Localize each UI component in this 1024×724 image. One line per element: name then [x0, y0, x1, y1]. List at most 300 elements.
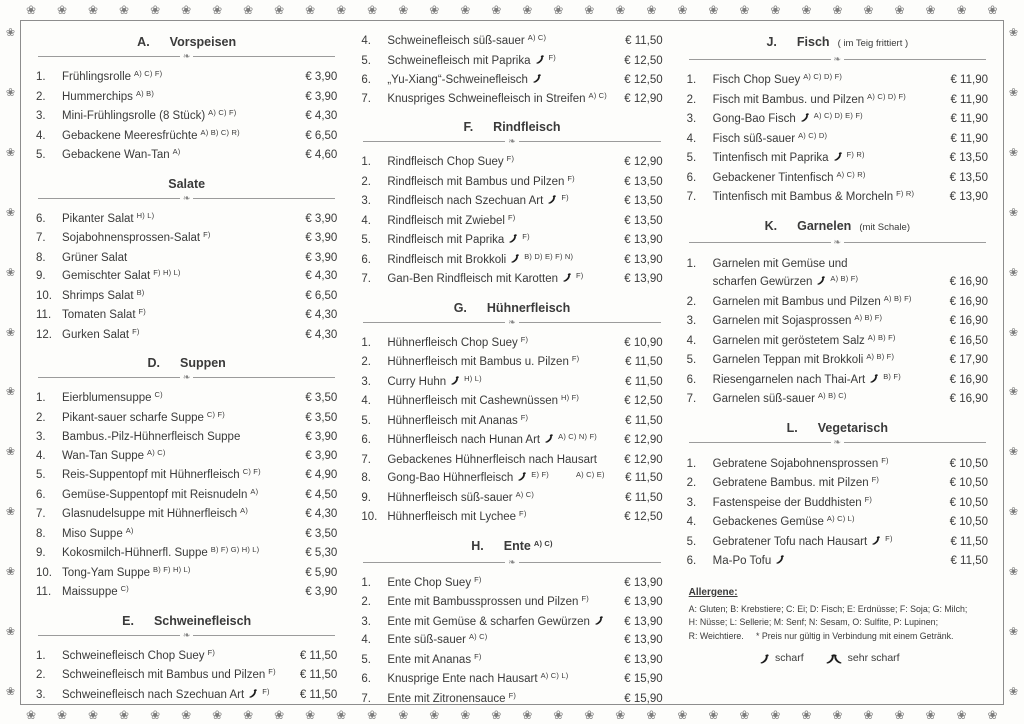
item-price: € 11,50	[299, 649, 338, 662]
item-price: € 13,90	[624, 253, 663, 266]
item-number: 9.	[36, 547, 46, 559]
flower-icon: ❀	[243, 3, 254, 17]
flower-icon: ❀	[739, 3, 750, 17]
item-price: € 3,90	[305, 431, 338, 443]
item-name: scharfen Gewürzen $^{A) B) F)}$	[712, 274, 859, 288]
section-divider	[689, 238, 986, 248]
item-name: Hühnerfleisch mit Cashewnüssen $^{H) F)}$	[387, 393, 580, 407]
allergen-codes: F)	[474, 651, 482, 661]
item-price: € 13,50	[624, 214, 663, 227]
allergen-codes: F) H) L)	[153, 268, 181, 277]
allergen-codes: F)	[138, 307, 146, 316]
item-name: Maissuppe $^{C)}$	[62, 584, 129, 598]
item-name: Garnelen mit Bambus und Pilzen $^{A) B) F)}$	[712, 293, 912, 308]
allergen-codes: A) C) L)	[540, 671, 569, 680]
item-price: € 13,90	[624, 273, 663, 285]
item-price: € 11,90	[950, 113, 988, 125]
section-header	[361, 538, 662, 556]
flower-icon: ❀	[5, 146, 16, 159]
item-price: € 10,50	[949, 457, 988, 470]
menu-item	[361, 631, 662, 651]
flower-icon: ❀	[956, 3, 967, 17]
flower-icon: ❀	[181, 3, 192, 17]
flower-icon: ❀	[274, 3, 285, 17]
item-price: € 12,50	[624, 74, 663, 86]
chili-icon	[510, 254, 520, 264]
menu-item	[36, 666, 337, 686]
menu-item	[36, 249, 337, 268]
item-name: Fastenspeise der Buddhisten $^{F)}$	[712, 494, 873, 509]
item-name: Eierblumensuppe $^{C)}$	[62, 390, 163, 404]
item-number: 3.	[361, 195, 371, 207]
allergen-codes: F)	[871, 475, 880, 484]
flower-icon: ❀	[553, 3, 564, 17]
item-name: Tintenfisch mit Bambus & Morcheln $^{F) R)}$	[712, 189, 915, 203]
item-price: € 3,90	[305, 232, 338, 244]
allergen-codes: F)	[132, 326, 140, 336]
item-name: Mini-Frühlingsrolle (8 Stück) $^{A) C) F)}$	[62, 108, 237, 122]
flower-icon: ❀	[1008, 27, 1019, 39]
item-number: 4.	[361, 634, 371, 646]
menu-item	[361, 251, 662, 271]
allergen-codes: F)	[507, 212, 516, 222]
menu-item	[36, 447, 337, 467]
item-number: 6.	[686, 373, 697, 386]
item-name: Ente süß-sauer $^{A) C)}$	[387, 632, 488, 646]
item-number: 11.	[36, 586, 52, 598]
allergen-codes: A) B) F)	[854, 313, 883, 322]
allergen-codes: F)	[207, 647, 216, 657]
chili-icon	[816, 276, 826, 286]
item-number: 4.	[686, 516, 697, 528]
item-number: 2.	[686, 477, 697, 489]
item-price: € 12,50	[624, 54, 663, 67]
flower-icon: ❀	[615, 3, 626, 17]
allergen-codes: A) B) F)	[866, 352, 895, 361]
item-name: Pikanter Salat $^{H) L)}$	[62, 210, 155, 225]
item-price: € 16,90	[949, 295, 988, 308]
flower-icon: ❀	[708, 708, 719, 722]
flower-icon: ❀	[770, 708, 781, 722]
flower-icon: ❀	[801, 3, 812, 17]
section-header	[687, 218, 988, 236]
menu-item	[36, 287, 337, 307]
item-price: € 16,50	[949, 334, 988, 347]
allergen-codes: A) C)	[515, 489, 535, 499]
item-price: € 10,50	[949, 496, 988, 509]
item-name: Ente mit Ananas $^{F)}$	[387, 651, 482, 666]
menu-item	[361, 52, 662, 72]
item-price: € 11,90	[950, 74, 988, 86]
flower-icon: ❀	[894, 3, 905, 17]
allergen-codes: H) F)	[561, 393, 580, 402]
item-name: Rindfleisch mit Zwiebel $^{F)}$	[387, 212, 516, 227]
item-number: 6.	[36, 488, 46, 501]
flower-icon: ❀	[119, 3, 130, 17]
item-number: 3.	[36, 431, 46, 443]
item-name: Hummerchips $^{A) B)}$	[62, 88, 155, 103]
item-price: € 3,50	[305, 392, 338, 404]
allergen-codes: A) C)	[533, 538, 553, 548]
flower-icon: ❀	[1008, 506, 1019, 519]
allergen-codes: F)	[561, 193, 569, 202]
flower-icon: ❀	[26, 708, 37, 722]
item-number: 4.	[36, 449, 46, 462]
allergen-codes: A) C) D) F)	[803, 72, 843, 81]
item-number: 10.	[361, 511, 378, 523]
item-name: Rindfleisch Chop Suey $^{F)}$	[387, 154, 515, 168]
item-number: 8.	[36, 527, 46, 540]
menu-item	[687, 293, 988, 313]
menu-item	[361, 334, 662, 354]
section-header	[36, 355, 337, 371]
allergen-codes: A) B)	[135, 88, 155, 98]
allergen-codes: A) C)	[468, 632, 488, 641]
section-title: Garnelen	[797, 218, 852, 233]
item-number: 6.	[686, 555, 697, 567]
item-name: Ma-Po Tofu	[713, 552, 940, 571]
flower-icon: ❀	[336, 708, 347, 722]
flower-icon: ❀	[5, 326, 16, 339]
item-name: Gebratene Sojabohnensprossen $^{F)}$	[712, 455, 889, 470]
item-number: 5.	[361, 414, 371, 427]
allergen-codes: A) B) C) R)	[200, 127, 240, 137]
item-name: Tomaten Salat $^{F)}$	[62, 307, 146, 321]
flower-icon: ❀	[646, 3, 657, 17]
menu-item	[36, 146, 337, 166]
flower-icon: ❀	[615, 708, 626, 722]
flower-icon: ❀	[5, 86, 16, 99]
item-price: € 13,50	[624, 175, 663, 188]
flower-icon: ❀	[398, 708, 409, 722]
item-name: Gebackene Wan-Tan $^{A)}$	[62, 147, 181, 161]
allergen-codes: A) C) D)	[798, 130, 828, 140]
item-price: € 4,30	[305, 270, 338, 282]
item-price: € 13,90	[624, 234, 663, 246]
item-name: Miso Suppe $^{A)}$	[62, 525, 134, 540]
item-name: Gong-Bao Hühnerfleisch $^{E) F)}$	[387, 470, 549, 484]
menu-item	[687, 71, 988, 91]
menu-item	[687, 494, 988, 514]
item-number: 9.	[361, 491, 371, 504]
item-number: 2.	[36, 411, 46, 424]
item-price: € 4,50	[305, 488, 338, 501]
section-title: Hühnerfleisch	[486, 300, 571, 315]
item-number: 1.	[361, 156, 371, 168]
item-name: Garnelen süß-sauer $^{A) B) C)}$	[712, 391, 847, 405]
item-number: 2.	[36, 90, 46, 103]
section-header	[361, 300, 662, 316]
item-name: Gemischter Salat $^{F) H) L)}$	[62, 268, 181, 282]
allergen-codes: B) F) H) L)	[153, 564, 191, 574]
menu-item	[687, 371, 988, 391]
allergen-codes: A) B) F)	[883, 293, 912, 303]
flower-icon: ❀	[522, 708, 533, 722]
item-name: Curry Huhn $^{H) L)}$	[387, 373, 482, 388]
allergen-codes: C) F)	[242, 467, 261, 476]
menu-item	[687, 552, 988, 571]
flower-icon: ❀	[522, 3, 533, 17]
flower-icon: ❀	[863, 708, 874, 722]
allergen-codes: A)	[172, 147, 181, 156]
section-subtitle: ( im Teig frittiert )	[837, 38, 909, 49]
item-number: 8.	[361, 472, 371, 484]
section-title: Ente	[503, 538, 531, 553]
allergen-codes: F)	[519, 509, 527, 518]
allergen-codes: B) D) E) F) N)	[524, 251, 574, 261]
menu-item	[36, 389, 337, 409]
allergen-codes: F)	[506, 154, 515, 163]
item-price: € 13,90	[624, 576, 663, 589]
menu-item	[36, 127, 337, 147]
menu-item	[36, 306, 337, 326]
section-divider	[689, 54, 986, 64]
flower-icon: ❀	[5, 685, 16, 698]
item-number: 3.	[686, 315, 697, 327]
item-name: Riesengarnelen nach Thai-Art $^{B) F)}$	[712, 371, 901, 386]
chili-icon	[594, 616, 604, 626]
item-name: Bambus.-Pilz-Hühnerfleisch Suppe	[62, 431, 241, 443]
menu-item	[687, 390, 988, 410]
item-price: € 4,30	[305, 508, 338, 520]
menu-item	[361, 71, 662, 90]
allergen-codes: B) F) G) H) L)	[210, 545, 260, 554]
item-name: Knuspriges Schweinefleisch in Streifen $^{A) C)}$	[387, 90, 607, 105]
flower-icon: ❀	[26, 3, 37, 17]
item-price: € 11,50	[950, 555, 988, 567]
menu-item	[361, 574, 662, 594]
item-price: € 4,30	[305, 110, 338, 122]
flower-icon: ❀	[925, 3, 936, 17]
item-number: 4.	[686, 132, 697, 145]
item-price: € 12,50	[624, 395, 663, 407]
item-name: Hühnerfleisch Chop Suey $^{F)}$	[387, 334, 529, 349]
item-number: 3.	[686, 496, 697, 509]
flower-icon: ❀	[5, 266, 16, 279]
allergen-codes: A) B) F)	[830, 274, 859, 283]
allergen-codes: A) C) R)	[836, 169, 866, 179]
item-name: Tintenfisch mit Paprika $^{F) R)}$	[712, 150, 865, 164]
menu-item	[361, 690, 662, 710]
divider-ornament-icon: ❧	[508, 556, 516, 567]
flower-icon: ❀	[1008, 566, 1019, 579]
section-header	[687, 420, 988, 436]
menu-item	[687, 474, 988, 494]
allergen-info	[687, 587, 988, 665]
allergen-codes: A)	[125, 525, 134, 535]
flower-icon: ❀	[1008, 326, 1019, 339]
menu-item	[36, 229, 337, 249]
item-number: 2.	[361, 596, 371, 608]
flower-icon: ❀	[460, 708, 471, 722]
item-price: € 11,50	[950, 535, 988, 548]
item-name: Hühnerfleisch süß-sauer $^{A) C)}$	[387, 489, 535, 504]
item-price: € 10,50	[949, 477, 988, 489]
section-letter: H.	[471, 538, 484, 553]
menu-item	[361, 90, 662, 110]
divider-ornament-icon: ❧	[182, 372, 191, 382]
item-number: 3.	[36, 688, 46, 701]
flower-icon: ❀	[646, 708, 657, 722]
flower-icon: ❀	[832, 708, 843, 722]
section-letter: J.	[766, 35, 777, 49]
flower-icon: ❀	[708, 3, 719, 17]
chili-icon	[544, 434, 554, 444]
menu-item	[687, 110, 988, 130]
section-divider	[38, 52, 335, 61]
menu-item	[687, 255, 988, 274]
menu-item	[36, 428, 337, 447]
item-name: Schweinefleisch mit Paprika $^{F)}$	[387, 52, 556, 67]
item-number: 10.	[36, 566, 52, 579]
menu-item	[36, 544, 337, 564]
flower-icon: ❀	[88, 708, 99, 722]
item-name: Schweinefleisch Chop Suey $^{F)}$	[62, 647, 216, 662]
item-price: € 6,50	[305, 289, 338, 302]
item-price: € 12,90	[624, 92, 663, 105]
flower-icon: ❀	[801, 708, 812, 722]
item-number: 7.	[36, 232, 46, 244]
item-name: Wan-Tan Suppe $^{A) C)}$	[62, 447, 166, 462]
double-chili-icon	[825, 653, 843, 664]
chili-icon	[833, 152, 843, 162]
item-name: Schweinefleisch mit Bambus und Pilzen $^{F)}$	[62, 667, 276, 681]
chili-icon	[759, 654, 770, 665]
allergen-codes: A) C) E)	[575, 470, 605, 479]
section-letter: G.	[453, 300, 467, 315]
item-price: € 10,90	[624, 336, 663, 349]
menu-columns	[22, 22, 1002, 703]
item-number: 4.	[686, 334, 697, 347]
flower-icon: ❀	[1008, 206, 1019, 219]
flower-icon: ❀	[5, 206, 16, 219]
item-number: 7.	[686, 393, 697, 405]
flower-icon: ❀	[460, 3, 471, 17]
item-number: 2.	[361, 175, 371, 188]
item-price: € 13,90	[624, 634, 663, 646]
allergen-codes: A) B) C)	[817, 391, 847, 400]
chili-icon	[759, 653, 770, 664]
allergen-codes: F)	[567, 173, 575, 183]
item-price: € 4,30	[305, 328, 338, 341]
allergen-codes: A)	[250, 486, 259, 496]
item-name: Rindfleisch nach Szechuan Art $^{F)}$	[387, 193, 569, 207]
menu-item	[687, 513, 988, 533]
item-name: Gebackenes Hühnerfleisch nach Hausart	[387, 453, 598, 466]
item-number: 12.	[36, 328, 52, 341]
item-price: € 13,50	[949, 171, 988, 184]
flower-icon: ❀	[367, 3, 378, 17]
allergen-codes: F)	[885, 533, 893, 543]
flower-icon: ❀	[5, 27, 16, 39]
divider-ornament-icon: ❧	[833, 53, 842, 64]
allergen-codes: F) R)	[846, 150, 865, 159]
allergen-codes: F)	[474, 574, 482, 584]
item-name: Gebackenes Gemüse $^{A) C) L)}$	[712, 514, 855, 528]
item-number: 7.	[361, 273, 371, 285]
allergen-codes: A) C)	[588, 90, 607, 100]
allergen-codes: H) L)	[136, 210, 155, 220]
item-name: Glasnudelsuppe mit Hühnerfleisch $^{A)}$	[62, 506, 249, 520]
chili-icon	[517, 472, 527, 482]
item-number: 2.	[361, 356, 371, 368]
section-title: Schweinefleisch	[153, 613, 252, 628]
menu-item	[361, 670, 662, 690]
item-name: Gebackene Meeresfrüchte $^{A) B) C) R)}$	[62, 127, 240, 142]
item-name: Hühnerfleisch mit Ananas $^{F)}$	[387, 412, 529, 427]
allergen-codes: F)	[268, 667, 276, 676]
item-number: 7.	[361, 92, 371, 105]
item-name: Schweinefleisch nach Szechuan Art $^{F)}$	[62, 686, 270, 701]
flower-icon: ❀	[212, 708, 223, 722]
item-name: „Yu-Xiang“-Schweinefleisch	[387, 71, 614, 90]
item-price: € 13,90	[949, 191, 988, 203]
allergen-line-3: R: Weichtiere. * Preis nur gültig in Verbindung mit einem Getränk.	[688, 630, 954, 641]
item-number: 1.	[686, 457, 697, 470]
flower-icon: ❀	[5, 506, 16, 519]
menu-item	[36, 68, 337, 88]
allergen-line-1: A: Gluten; B: Krebstiere; C: Ei; D: Fisch; E: Erdnüsse; F: Soja; G: Milch;	[688, 603, 968, 614]
divider-ornament-icon: ❧	[833, 237, 842, 247]
section-title: Salate	[168, 176, 206, 191]
flower-icon: ❀	[956, 708, 967, 722]
item-number: 6.	[361, 434, 371, 446]
allergen-codes: C)	[154, 390, 163, 399]
item-number: 5.	[686, 152, 697, 164]
item-name: Ente mit Gemüse & scharfen Gewürzen	[387, 613, 614, 632]
section-title: Vegetarisch	[817, 420, 888, 435]
floral-border-top	[26, 2, 998, 18]
menu-item	[36, 647, 337, 667]
flower-icon: ❀	[1008, 146, 1019, 159]
flower-icon: ❀	[88, 3, 99, 17]
item-number: 10.	[36, 289, 52, 302]
flower-icon: ❀	[181, 708, 192, 722]
allergen-title: Allergene:	[688, 586, 738, 598]
section-title: Rindfleisch	[493, 120, 561, 134]
item-number: 4.	[361, 395, 371, 407]
menu-item	[361, 412, 662, 432]
flower-icon: ❀	[1008, 685, 1019, 698]
section-title: Fisch	[796, 35, 830, 49]
chili-icon	[800, 113, 810, 123]
item-name: Fisch Chop Suey $^{A) C) D) F)}$	[712, 72, 843, 86]
item-name: Shrimps Salat $^{B)}$	[62, 287, 145, 302]
item-price: € 10,50	[949, 516, 988, 528]
section-title: Vorspeisen	[169, 35, 237, 49]
flower-icon: ❀	[429, 3, 440, 17]
section-letter: A.	[137, 35, 150, 49]
chili-icon	[532, 74, 542, 84]
divider-ornament-icon: ❧	[182, 51, 191, 61]
item-name: Schweinefleisch süß-sauer $^{A) C)}$	[387, 33, 547, 47]
menu-item	[36, 564, 337, 584]
menu-column-3	[687, 32, 988, 697]
menu-item	[36, 210, 337, 230]
allergen-codes: C) F)	[206, 409, 225, 419]
item-price: € 16,90	[949, 373, 988, 386]
item-name: Rindfleisch mit Paprika $^{F)}$	[387, 232, 530, 246]
allergen-codes: B) F)	[883, 371, 901, 381]
flower-icon: ❀	[894, 708, 905, 722]
item-number: 5.	[36, 149, 46, 161]
item-name: Fisch süß-sauer $^{A) C) D)}$	[712, 130, 828, 145]
chili-icon	[547, 195, 557, 205]
item-number: 2.	[686, 93, 697, 106]
allergen-codes: A) B) F)	[867, 332, 896, 342]
item-price: € 3,50	[305, 527, 338, 540]
item-name: Kokosmilch-Hühnerfl. Suppe $^{B) F) G) H) L)}$	[62, 545, 260, 559]
